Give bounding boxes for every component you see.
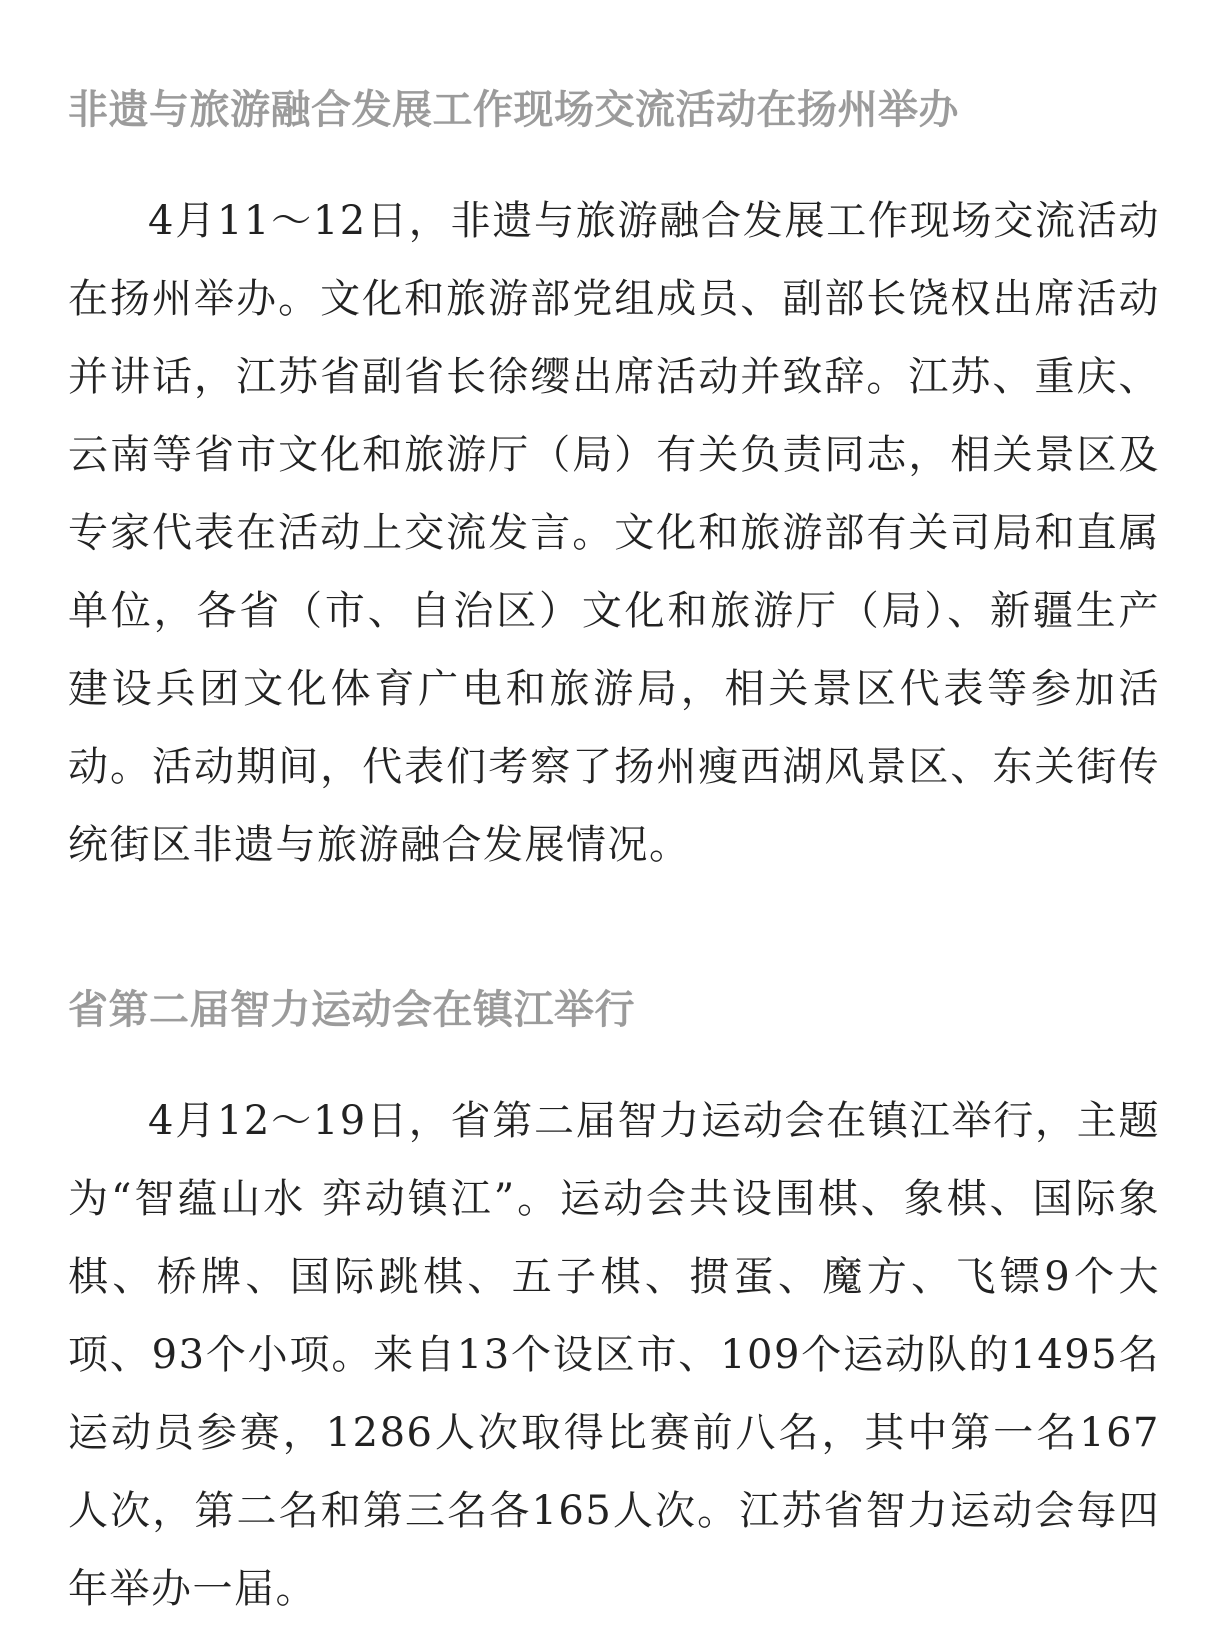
news-article-mind-sports-games <box>68 980 1160 1628</box>
article-headline: 省第二届智力运动会在镇江举行 <box>68 986 635 1033</box>
article-body: 4月12～19日，省第二届智力运动会在镇江举行，主题为“智蕴山水 弈动镇江”。运动会共设围棋、象棋、国际象棋、桥牌、国际跳棋、五子棋、掼蛋、魔方、飞镖9个大项、93个小项。来自13个设区市、109个运动队的1495名运动员参赛，1286人次取得比赛前八名，其中第一名167人次，第二名和第三名各165人次。江苏省智力运动会每四年举办一届。 <box>68 1098 1160 1612</box>
article-body: 4月11～12日，非遗与旅游融合发展工作现场交流活动在扬州举办。文化和旅游部党组成员、副部长饶权出席活动并讲话，江苏省副省长徐缨出席活动并致辞。江苏、重庆、云南等省市文化和旅游厅（局）有关负责同志，相关景区及专家代表在活动上交流发言。文化和旅游部有关司局和直属单位，各省（市、自治区）文化和旅游厅（局）、新疆生产建设兵团文化体育广电和旅游局，相关景区代表等参加活动。活动期间，代表们考察了扬州瘦西湖风景区、东关街传统街区非遗与旅游融合发展情况。 <box>68 198 1160 868</box>
article-headline: 非遗与旅游融合发展工作现场交流活动在扬州举办 <box>68 86 959 133</box>
news-article-intangible-heritage <box>68 80 1160 884</box>
document-page <box>68 0 1160 1642</box>
